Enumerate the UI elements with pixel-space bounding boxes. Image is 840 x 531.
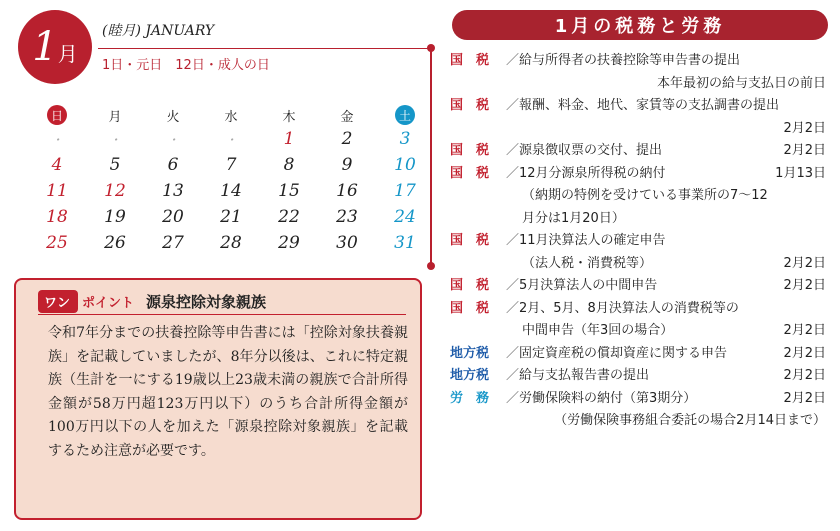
schedule-text: 5月決算法人の中間申告 [519, 278, 658, 293]
weekday-label: 日 [47, 105, 67, 125]
date-cell: 27 [162, 233, 184, 253]
date-cell: 21 [220, 207, 242, 227]
one-point-rule [38, 314, 406, 315]
due-date: 2月2日 [783, 368, 826, 383]
schedule-note [450, 73, 834, 96]
date-cell: 7 [225, 155, 237, 175]
weekday-cell [202, 106, 260, 125]
schedule-text: 2月、5月、8月決算法人の消費税等の [519, 300, 739, 316]
date-cell: 26 [104, 233, 126, 253]
weekday-cell [28, 105, 86, 125]
due-date: 2月2日 [783, 323, 826, 338]
date-cell: 22 [278, 207, 300, 227]
schedule-category: 地方税 [450, 345, 490, 361]
slash-separator: ／ [506, 143, 520, 158]
one-point-body: 令和7年分までの扶養控除等申告書には「控除対象扶養親族」を記載していましたが、8年分以後は、これに特定親族（生計を一にする19歳以上23歳未満の親族で合計所得金額が58万円超123万円以下）のうち合計所得金額が100万円以下の人を加えた「源泉控除対象親族」を記載するため注意が必要です。 [48, 325, 408, 459]
date-cell: ・ [108, 132, 121, 147]
week-row [28, 230, 428, 256]
slash-separator: ／ [506, 390, 520, 406]
date-cell: 20 [162, 207, 184, 227]
slash-separator: ／ [506, 53, 520, 68]
weekday-cell [318, 106, 376, 125]
schedule-category: 労 務 [450, 390, 490, 406]
date-cell: ・ [50, 132, 63, 147]
month-badge [18, 10, 92, 84]
week-row [28, 126, 428, 152]
weekday-label: 金 [340, 109, 354, 125]
date-cell: 16 [336, 181, 358, 201]
date-cell: 9 [341, 155, 353, 175]
date-cell: ・ [224, 132, 237, 147]
date-cell: 12 [104, 181, 126, 201]
rule-dot [427, 262, 435, 270]
date-cell: 10 [394, 155, 416, 175]
date-cell: 6 [167, 155, 179, 175]
date-cell: 18 [46, 207, 68, 227]
schedule-text: 固定資産税の償却資産に関する申告 [519, 345, 728, 361]
schedule-text: 12月分源泉所得税の納付 [519, 165, 666, 181]
schedule-category: 国 税 [450, 98, 490, 113]
schedule-item [450, 298, 834, 321]
week-row [28, 204, 428, 230]
schedule-continuation [450, 208, 834, 231]
one-point-badge: ワン [38, 290, 78, 313]
date-cell: 31 [394, 233, 416, 253]
schedule-item [450, 343, 834, 366]
calendar-rule [98, 48, 432, 49]
one-point-badge-suffix: ポイント [82, 295, 135, 311]
schedule-list [450, 50, 834, 433]
date-cell: 15 [278, 181, 300, 201]
slash-separator: ／ [506, 345, 520, 361]
calendar-header [18, 10, 438, 90]
weekday-row [28, 104, 428, 126]
date-cell: 8 [283, 155, 295, 175]
weekday-label: 土 [395, 105, 415, 125]
schedule-text: 給与所得者の扶養控除等申告書の提出 [519, 53, 741, 68]
schedule-item [450, 230, 834, 253]
slash-separator: ／ [506, 165, 520, 181]
slash-separator: ／ [506, 368, 520, 383]
holiday-list: 1日・元日 12日・成人の日 [102, 58, 270, 73]
schedule-text: 中間申告（年3回の場合） [522, 323, 674, 338]
date-cell: 4 [51, 155, 63, 175]
weekday-cell [260, 106, 318, 125]
schedule-item [450, 275, 834, 298]
schedule-item [450, 365, 834, 388]
schedule-continuation [450, 320, 834, 343]
date-cell: 3 [399, 129, 411, 149]
schedule-item [450, 163, 834, 186]
one-point-box [14, 278, 422, 520]
weekday-label: 水 [224, 109, 238, 125]
slash-separator: ／ [506, 98, 520, 113]
schedule-text: 11月決算法人の確定申告 [519, 233, 666, 248]
schedule-item [450, 140, 834, 163]
schedule-text: （法人税・消費税等） [522, 255, 653, 271]
date-cell: ・ [166, 132, 179, 147]
schedule-item [450, 50, 834, 73]
schedule-note [450, 118, 834, 141]
date-cell: 24 [394, 207, 416, 227]
schedule-text: 2月2日 [783, 120, 826, 136]
due-date: 2月2日 [783, 345, 826, 361]
slash-separator: ／ [506, 233, 520, 248]
weekday-label: 火 [166, 109, 180, 125]
due-date: 1月13日 [775, 165, 826, 181]
schedule-category: 国 税 [450, 278, 490, 293]
schedule-text: （納期の特例を受けている事業所の7～12 [522, 188, 768, 203]
schedule-text: 労働保険料の納付（第3期分） [519, 390, 697, 406]
weekday-cell [376, 105, 434, 125]
date-cell: 19 [104, 207, 126, 227]
week-row [28, 152, 428, 178]
date-cell: 28 [220, 233, 242, 253]
weekday-label: 月 [108, 109, 122, 125]
date-cell: 14 [220, 181, 242, 201]
date-cell: 25 [46, 233, 68, 253]
schedule-text: 源泉徴収票の交付、提出 [519, 143, 663, 158]
schedule-item [450, 95, 834, 118]
date-cell: 29 [278, 233, 300, 253]
schedule-category: 国 税 [450, 143, 490, 158]
schedule-text: 給与支払報告書の提出 [519, 368, 650, 383]
slash-separator: ／ [506, 278, 520, 293]
schedule-category: 国 税 [450, 233, 490, 248]
due-date: 2月2日 [783, 255, 826, 271]
schedule-category: 地方税 [450, 368, 490, 383]
calendar-weeks [28, 126, 428, 256]
due-date: 2月2日 [783, 143, 826, 158]
schedule-category: 国 税 [450, 165, 490, 181]
weekday-cell [86, 106, 144, 125]
date-cell: 30 [336, 233, 358, 253]
month-kanji: 月 [57, 41, 78, 66]
one-point-header [38, 288, 266, 314]
schedule-category: 国 税 [450, 53, 490, 68]
schedule-item [450, 388, 834, 411]
schedule-text: （労働保険事務組合委託の場合2月14日まで） [554, 413, 826, 428]
schedule-text: 本年最初の給与支払日の前日 [656, 75, 826, 91]
calendar-grid [28, 104, 428, 256]
slash-separator: ／ [506, 300, 520, 316]
due-date: 2月2日 [783, 278, 826, 293]
rule-dot [427, 44, 435, 52]
week-row [28, 178, 428, 204]
schedule-continuation [450, 185, 834, 208]
date-cell: 1 [283, 129, 295, 149]
schedule-note [450, 410, 834, 433]
schedule-text: 報酬、料金、地代、家賃等の支払調書の提出 [519, 98, 780, 113]
month-number: 1 [32, 24, 58, 70]
schedule-title: 1月の税務と労務 [452, 10, 828, 40]
date-cell: 13 [162, 181, 184, 201]
one-point-title: 源泉控除対象親族 [146, 292, 267, 311]
date-cell: 2 [341, 129, 353, 149]
schedule-continuation [450, 253, 834, 276]
date-cell: 23 [336, 207, 358, 227]
date-cell: 17 [394, 181, 416, 201]
date-cell: 5 [109, 155, 121, 175]
due-date: 2月2日 [783, 390, 826, 406]
schedule-text: 月分は1月20日） [522, 210, 625, 226]
calendar-title: (睦月) JANUARY [102, 23, 215, 39]
weekday-cell [144, 106, 202, 125]
schedule-category: 国 税 [450, 300, 490, 316]
date-cell: 11 [46, 181, 68, 201]
weekday-label: 木 [282, 109, 296, 125]
